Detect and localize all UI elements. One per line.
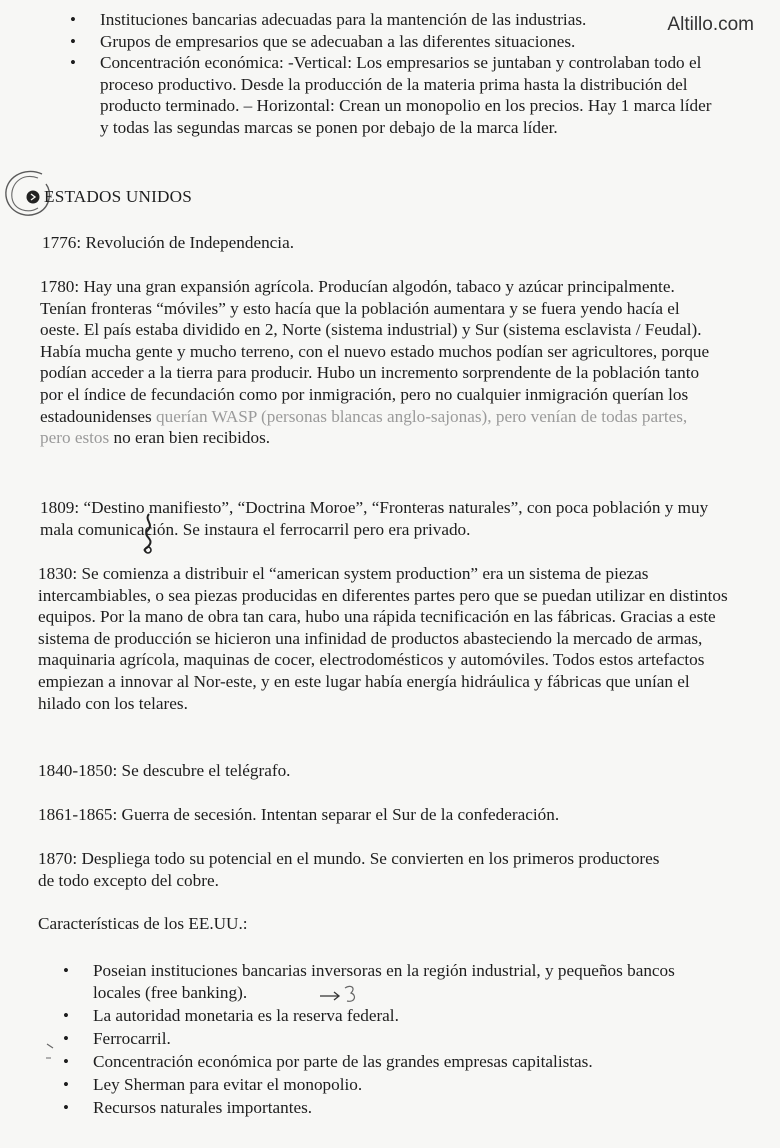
list-item: • Poseian instituciones bancarias inversoras en la región industrial, y pequeños bancos locales (free banking). [93, 960, 723, 1003]
list-item: • Ferrocarril. [93, 1028, 723, 1050]
paragraph-1809: 1809: “Destino manifiesto”, “Doctrina Moroe”, “Fronteras naturales”, con poca población y muy mala comunicación. Se instaura el ferrocarril pero era privado. [40, 498, 709, 539]
paragraph-1870: 1870: Despliega todo su potencial en el mundo. Se convierten en los primeros productores de todo excepto del cobre. [38, 849, 660, 890]
list-item: • Ley Sherman para evitar el monopolio. [93, 1074, 723, 1096]
paragraph-1830: 1830: Se comienza a distribuir el “american system production” era un sistema de piezas intercambiables, o sea piezas producidas en diferentes partes pero que se puedan utilizar en distintos equipos. Por la mano de obra tan cara, hubo una rápida tecnificación en las fábricas. Gracias a este sistema de producción se hicieron una infinidad de productos abasteciendo la mercado de armas, maquinaria agrícola, maquinas de cocer, electrodomésticos y automóviles. Todos estos artefactos empiezan a innovar al Nor-este, y en este lugar había energía hidráulica y fábricas que unían el hilado con los telares. [38, 564, 728, 713]
list-item: • La autoridad monetaria es la reserva federal. [93, 1005, 723, 1027]
characteristics-title: Características de los EE.UU.: [38, 914, 248, 933]
paragraph-1776: 1776: Revolución de Independencia. [42, 233, 295, 252]
list-item: • Recursos naturales importantes. [93, 1097, 723, 1119]
bottom-bullet-list [93, 960, 723, 1120]
pencil-tick-icon [44, 1040, 60, 1062]
list-item: • Grupos de empresarios que se adecuaban a las diferentes situaciones. [100, 31, 720, 53]
list-item: • Concentración económica por parte de las grandes empresas capitalistas. [93, 1051, 723, 1073]
faded-text: querían WASP (personas blancas anglo-sajonas), pero venían de todas partes, pero estos [40, 406, 688, 448]
watermark: Altillo.com [667, 14, 754, 35]
paragraph-1780 [40, 276, 720, 449]
paragraph-text: 1780: Hay una gran expansión agrícola. Producían algodón, tabaco y azúcar principalmente. Tenían fronteras “móviles” y esto hacía que la población aumentara y se fuera yendo hacía el oeste. El país estaba dividido en 2, Norte (sistema industrial) y Sur (sistema esclavista / Feudal). Había mucha gente y mucho terreno, con el nuevo estado muchos podían ser agricultores, porque podían acceder a la tierra para producir. Hubo un incremento sorprendente de la población tanto por el índice de fecundación como por inmigración, pero no cualquier inmigración querían los estadounidenses [40, 277, 710, 426]
handwritten-arrow-icon [318, 982, 360, 1006]
list-item: • Concentración económica: -Vertical: Los empresarios se juntaban y controlaban todo el proceso productivo. Desde la producción de la materia prima hasta la distribución del producto terminado. – Horizontal: Crean un monopolio en los precios. Hay 1 marca líder y todas las segundas marcas se ponen por debajo de la marca líder. [100, 52, 720, 138]
section-heading: ESTADOS UNIDOS [44, 187, 193, 206]
top-bullet-list [100, 9, 720, 138]
paragraph-1861: 1861-1865: Guerra de secesión. Intentan separar el Sur de la confederación. [38, 805, 560, 824]
paragraph-1840: 1840-1850: Se descubre el telégrafo. [38, 761, 291, 780]
list-item: • Instituciones bancarias adecuadas para la mantención de las industrias. [100, 9, 720, 31]
ink-scribble-icon [138, 512, 160, 554]
paragraph-text: no eran bien recibidos. [109, 428, 271, 448]
